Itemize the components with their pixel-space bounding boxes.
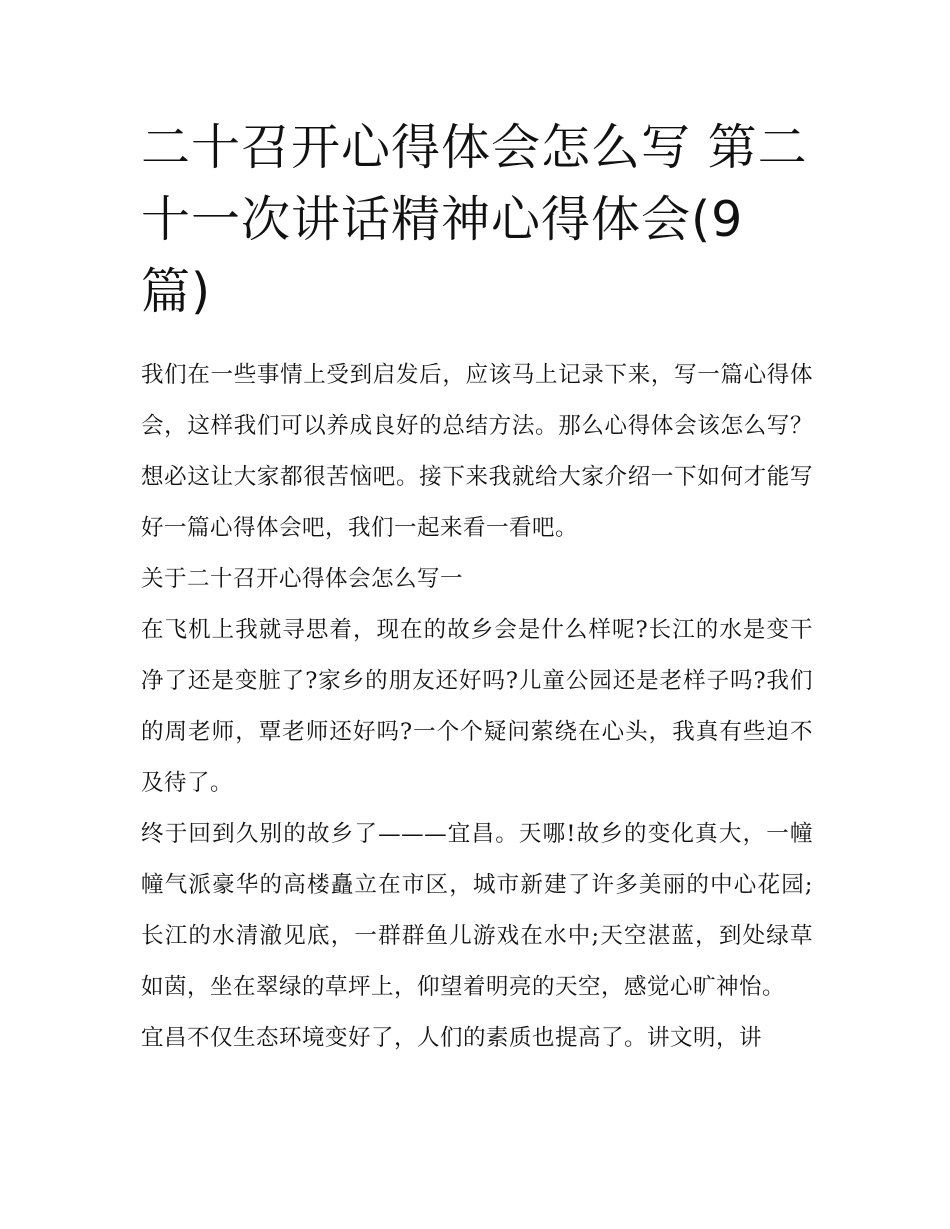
body-paragraph: 终于回到久别的故乡了———宜昌。天哪!故乡的变化真大，一幢幢气派豪华的高楼矗立在市区，城市新建了许多美丽的中心花园;长江的水清澈见底，一群群鱼儿游戏在水中;天空湛蓝，到处绿草如茵，坐在翠绿的草坪上，仰望着明亮的天空，感觉心旷神怡。	[141, 821, 813, 1000]
body-paragraph: 宜昌不仅生态环境变好了，人们的素质也提高了。讲文明，讲	[141, 1025, 763, 1051]
document-body	[141, 350, 813, 1064]
section-heading: 关于二十召开心得体会怎么写一	[141, 566, 464, 592]
document-content	[141, 112, 813, 1064]
document-title: 二十召开心得体会怎么写 第二十一次讲话精神心得体会(9篇)	[141, 119, 808, 320]
intro-paragraph: 我们在一些事情上受到启发后，应该马上记录下来，写一篇心得体会，这样我们可以养成良好的总结方法。那么心得体会该怎么写？想必这让大家都很苦恼吧。接下来我就给大家介绍一下如何才能写好一篇心得体会吧，我们一起来看一看吧。	[141, 362, 813, 541]
body-paragraph: 在飞机上我就寻思着，现在的故乡会是什么样呢?长江的水是变干净了还是变脏了?家乡的朋友还好吗?儿童公园还是老样子吗?我们的周老师，覃老师还好吗?一个个疑问萦绕在心头，我真有些迫不及待了。	[141, 617, 813, 796]
